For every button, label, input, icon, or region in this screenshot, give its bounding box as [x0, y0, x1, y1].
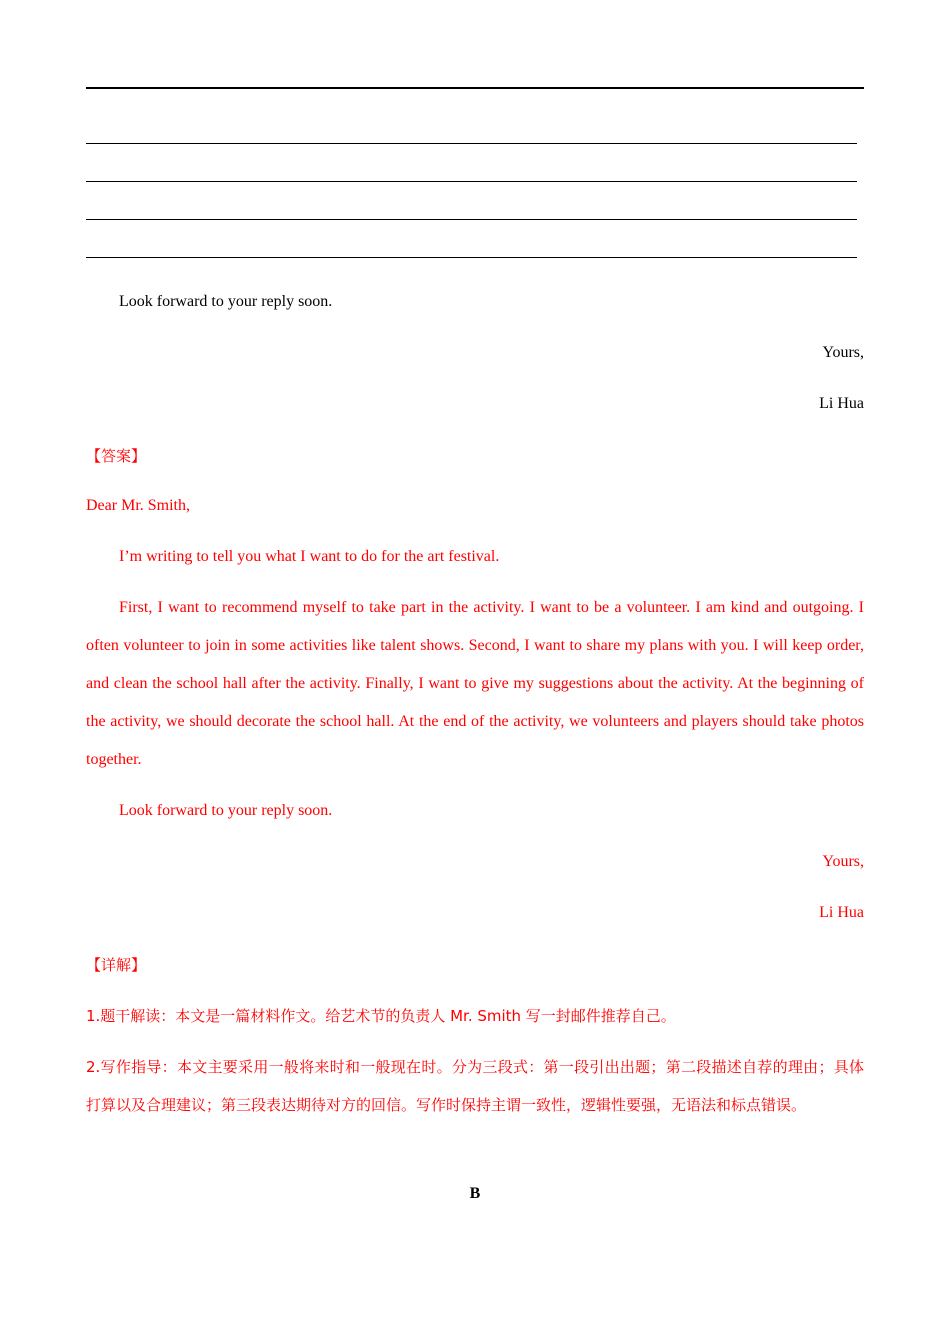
answer-intro: I’m writing to tell you what I want to do for the art festival.	[119, 548, 500, 565]
blank-line-1	[86, 143, 857, 144]
answer-salutation: Dear Mr. Smith,	[86, 497, 190, 514]
answer-sign-off: Look forward to your reply soon.	[119, 802, 333, 819]
answer-yours: Yours,	[822, 853, 864, 870]
answer-header: 【答案】	[86, 447, 147, 465]
closing-sign-off: Look forward to your reply soon.	[119, 293, 333, 310]
blank-line-4	[86, 257, 857, 258]
explanation-header: 【详解】	[86, 956, 147, 974]
top-rule	[86, 87, 864, 89]
section-label: B	[469, 1185, 481, 1202]
explanation-point-2: 2.写作指导：本文主要采用一般将来时和一般现在时。分为三段式：第一段引出出题；第二段描述自荐的理由；具体打算以及合理建议；第三段表达期待对方的回信。写作时保持主谓一致性，逻辑性要强，无语法和标点错误。	[86, 1058, 864, 1114]
answer-name: Li Hua	[819, 904, 864, 921]
closing-name: Li Hua	[819, 395, 864, 412]
blank-line-3	[86, 219, 857, 220]
answer-body: First, I want to recommend myself to take part in the activity. I want to be a volunteer. I am kind and outgoing. I often volunteer to join in some activities like talent shows. Second, I want to share my plans with you. I will keep order, and clean the school hall after the activity. Finally, I want to give my suggestions about the activity. At the beginning of the activity, we should decorate the school hall. At the end of the activity, we volunteers and players should take photos together.	[86, 599, 864, 768]
closing-yours: Yours,	[822, 344, 864, 361]
explanation-point-1: 1.题干解读：本文是一篇材料作文。给艺术节的负责人 Mr. Smith 写一封邮件推荐自己。	[86, 1007, 676, 1025]
blank-line-2	[86, 181, 857, 182]
